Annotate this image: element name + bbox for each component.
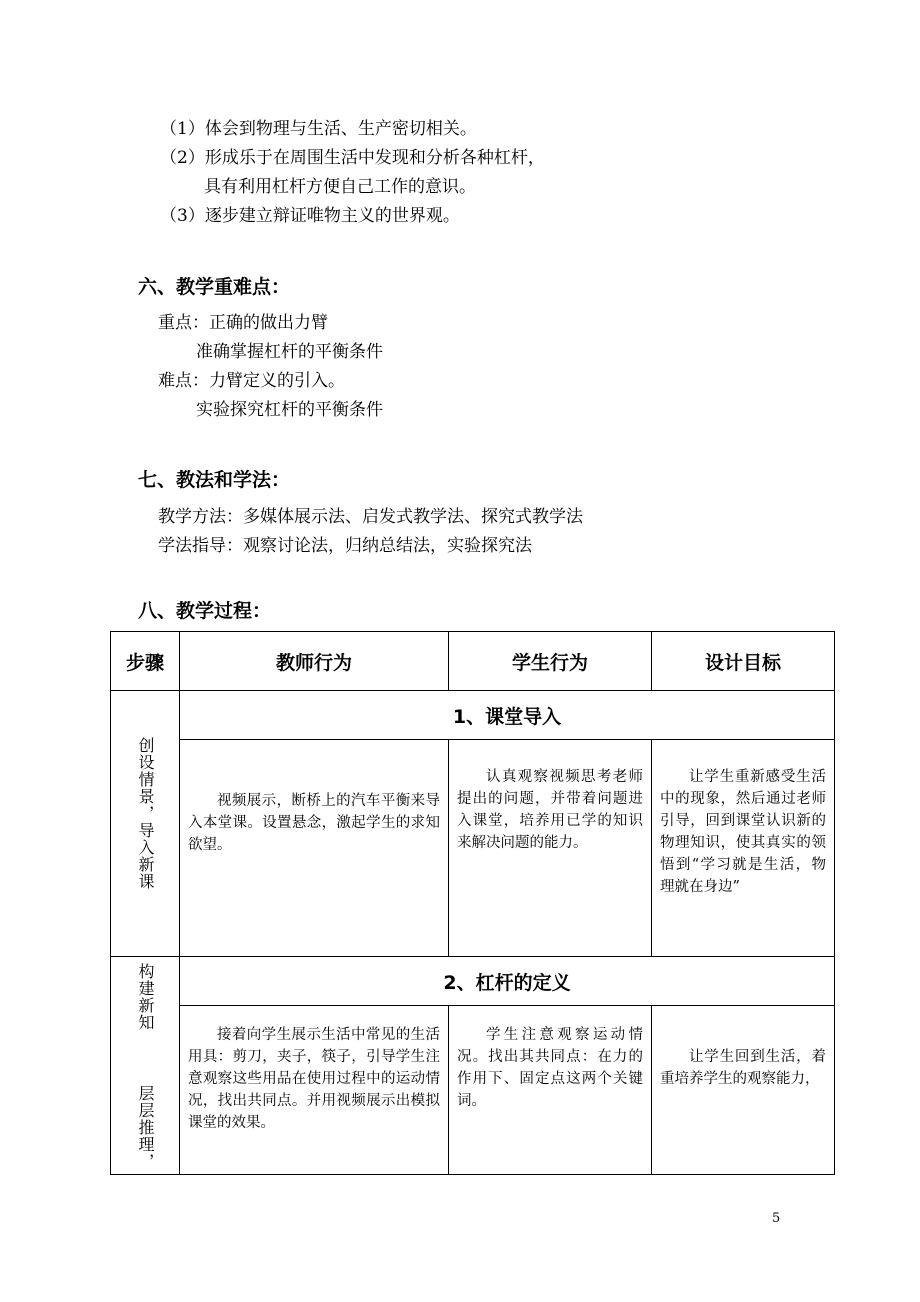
goal-cell [652, 740, 835, 957]
section-title: 1、课堂导入 [180, 691, 835, 740]
header-teacher: 教师行为 [180, 632, 449, 691]
goal-line-4: （3）逐步建立辩证唯物主义的世界观。 [160, 206, 460, 226]
table-row [111, 1006, 835, 1175]
page-number: 5 [772, 1211, 781, 1226]
goal-line-2: （2）形成乐于在周围生活中发现和分析各种杠杆， [160, 148, 545, 168]
goal-cell [652, 1006, 835, 1175]
step-label-top: 构建新知 [136, 963, 155, 1031]
table-row [111, 691, 835, 740]
header-goal: 设计目标 [652, 632, 835, 691]
section-7-heading: 七、教法和学法： [138, 469, 291, 491]
step-label-bottom: 层层推理， [136, 1085, 155, 1170]
table-header-row [111, 632, 835, 691]
student-cell [449, 1006, 652, 1175]
step-cell [111, 691, 180, 957]
teacher-text: 视频展示，断桥上的汽车平衡来导入本堂课。设置悬念，激起学生的求知欲望。 [188, 793, 440, 853]
step-label: 创设情景，导入新课 [136, 737, 155, 890]
goal-line-1: （1）体会到物理与生活、生产密切相关。 [160, 119, 477, 139]
section-6-heading: 六、教学重难点： [138, 276, 291, 298]
student-text: 学生注意观察运动情况。找出其共同点：在力的作用下、固定点这两个关键词。 [457, 1027, 643, 1109]
step-cell [111, 957, 180, 1175]
goal-line-3: 具有利用杠杆方便自己工作的意识。 [204, 177, 476, 197]
teacher-text: 接着向学生展示生活中常见的生活用具：剪刀，夹子，筷子，引导学生注意观察这些用品在使用过程中的运动情况，找出共同点。并用视频展示出模拟课堂的效果。 [188, 1027, 440, 1131]
teacher-cell [180, 1006, 449, 1175]
goal-text: 让学生回到生活，着重培养学生的观察能力， [660, 1049, 826, 1087]
section-8-heading: 八、教学过程： [138, 600, 272, 622]
goal-text: 让学生重新感受生活中的现象，然后通过老师引导，回到课堂认识新的物理知识，使其真实的领悟到“学习就是生活，物理就在身边” [660, 769, 826, 895]
key-point-line: 重点：正确的做出力臂 [158, 313, 328, 333]
teaching-method-line: 教学方法：多媒体展示法、启发式教学法、探究式教学法 [158, 507, 583, 527]
header-step: 步骤 [111, 632, 180, 691]
student-cell [449, 740, 652, 957]
table-row [111, 957, 835, 1006]
key-point-line-2: 准确掌握杠杆的平衡条件 [196, 342, 383, 362]
section-title: 2、杠杆的定义 [180, 957, 835, 1006]
learning-method-line: 学法指导：观察讨论法，归纳总结法，实验探究法 [158, 536, 532, 556]
table-row [111, 740, 835, 957]
header-student: 学生行为 [449, 632, 652, 691]
teacher-cell [180, 740, 449, 957]
student-text: 认真观察视频思考老师提出的问题，并带着问题进入课堂，培养用已学的知识来解决问题的能力。 [457, 769, 643, 851]
difficulty-line: 难点：力臂定义的引入。 [158, 371, 345, 391]
difficulty-line-2: 实验探究杠杆的平衡条件 [196, 400, 383, 420]
teaching-process-table [110, 631, 835, 1175]
